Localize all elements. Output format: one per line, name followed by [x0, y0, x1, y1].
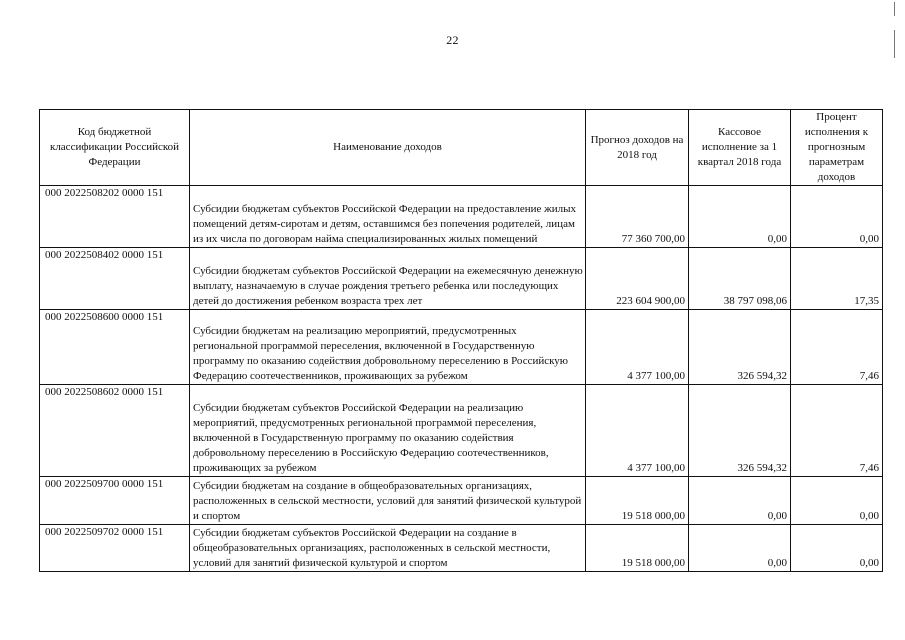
table-row: [40, 248, 883, 310]
row-cash: 326 594,32: [689, 310, 791, 385]
row-forecast: 4 377 100,00: [586, 385, 689, 477]
table-row: [40, 477, 883, 525]
row-name: Субсидии бюджетам субъектов Российской Федерации на создание в общеобразовательных организациях, расположенных в сельской местности, условий для занятий физической культурой и спортом: [190, 525, 586, 572]
row-code: 000 2022508600 0000 151: [40, 310, 190, 385]
row-code: 000 2022509702 0000 151: [40, 525, 190, 572]
row-percent: 17,35: [791, 248, 883, 310]
row-percent: 0,00: [791, 186, 883, 248]
header-code: Код бюджетной классификации Российской Федерации: [40, 110, 190, 186]
row-percent: 0,00: [791, 525, 883, 572]
row-percent: 7,46: [791, 385, 883, 477]
row-forecast: 4 377 100,00: [586, 310, 689, 385]
scan-edge-marks: [875, 0, 905, 60]
page-number: 22: [446, 33, 459, 47]
row-cash: 0,00: [689, 477, 791, 525]
table-row: [40, 186, 883, 248]
table-row: [40, 525, 883, 572]
header-percent: Процент исполнения к прогнозным параметрам доходов: [791, 110, 883, 186]
row-cash: 0,00: [689, 186, 791, 248]
row-forecast: 19 518 000,00: [586, 525, 689, 572]
row-name: Субсидии бюджетам субъектов Российской Федерации на реализацию мероприятий, предусмотренных региональной программой переселения, включенной в Государственную программу по оказанию содействия добровольному переселению в Российскую Федерацию соотечественников, проживающих за рубежом: [190, 385, 586, 477]
row-forecast: 19 518 000,00: [586, 477, 689, 525]
row-forecast: 223 604 900,00: [586, 248, 689, 310]
row-cash: 38 797 098,06: [689, 248, 791, 310]
row-code: 000 2022508402 0000 151: [40, 248, 190, 310]
row-forecast: 77 360 700,00: [586, 186, 689, 248]
header-forecast: Прогноз доходов на 2018 год: [586, 110, 689, 186]
header-name: Наименование доходов: [190, 110, 586, 186]
header-cash: Кассовое исполнение за 1 квартал 2018 года: [689, 110, 791, 186]
row-code: 000 2022509700 0000 151: [40, 477, 190, 525]
row-cash: 0,00: [689, 525, 791, 572]
revenue-table: [39, 109, 883, 572]
row-name: Субсидии бюджетам на создание в общеобразовательных организациях, расположенных в сельской местности, условий для занятий физической культурой и спортом: [190, 477, 586, 525]
row-percent: 0,00: [791, 477, 883, 525]
table-header-row: [40, 110, 883, 186]
table-row: [40, 310, 883, 385]
row-name: Субсидии бюджетам субъектов Российской Федерации на ежемесячную денежную выплату, назначаемую в случае рождения третьего ребенка или последующих детей до достижения ребенком возраста трех лет: [190, 248, 586, 310]
row-code: 000 2022508202 0000 151: [40, 186, 190, 248]
row-name: Субсидии бюджетам на реализацию мероприятий, предусмотренных региональной программой переселения, включенной в Государственную программу по оказанию содействия добровольному переселению в Российскую Федерацию соотечественников, проживающих за рубежом: [190, 310, 586, 385]
row-percent: 7,46: [791, 310, 883, 385]
row-code: 000 2022508602 0000 151: [40, 385, 190, 477]
table-row: [40, 385, 883, 477]
row-name: Субсидии бюджетам субъектов Российской Федерации на предоставление жилых помещений детям-сиротам и детям, оставшимся без попечения родителей, лицам из их числа по договорам найма специализированных жилых помещений: [190, 186, 586, 248]
row-cash: 326 594,32: [689, 385, 791, 477]
